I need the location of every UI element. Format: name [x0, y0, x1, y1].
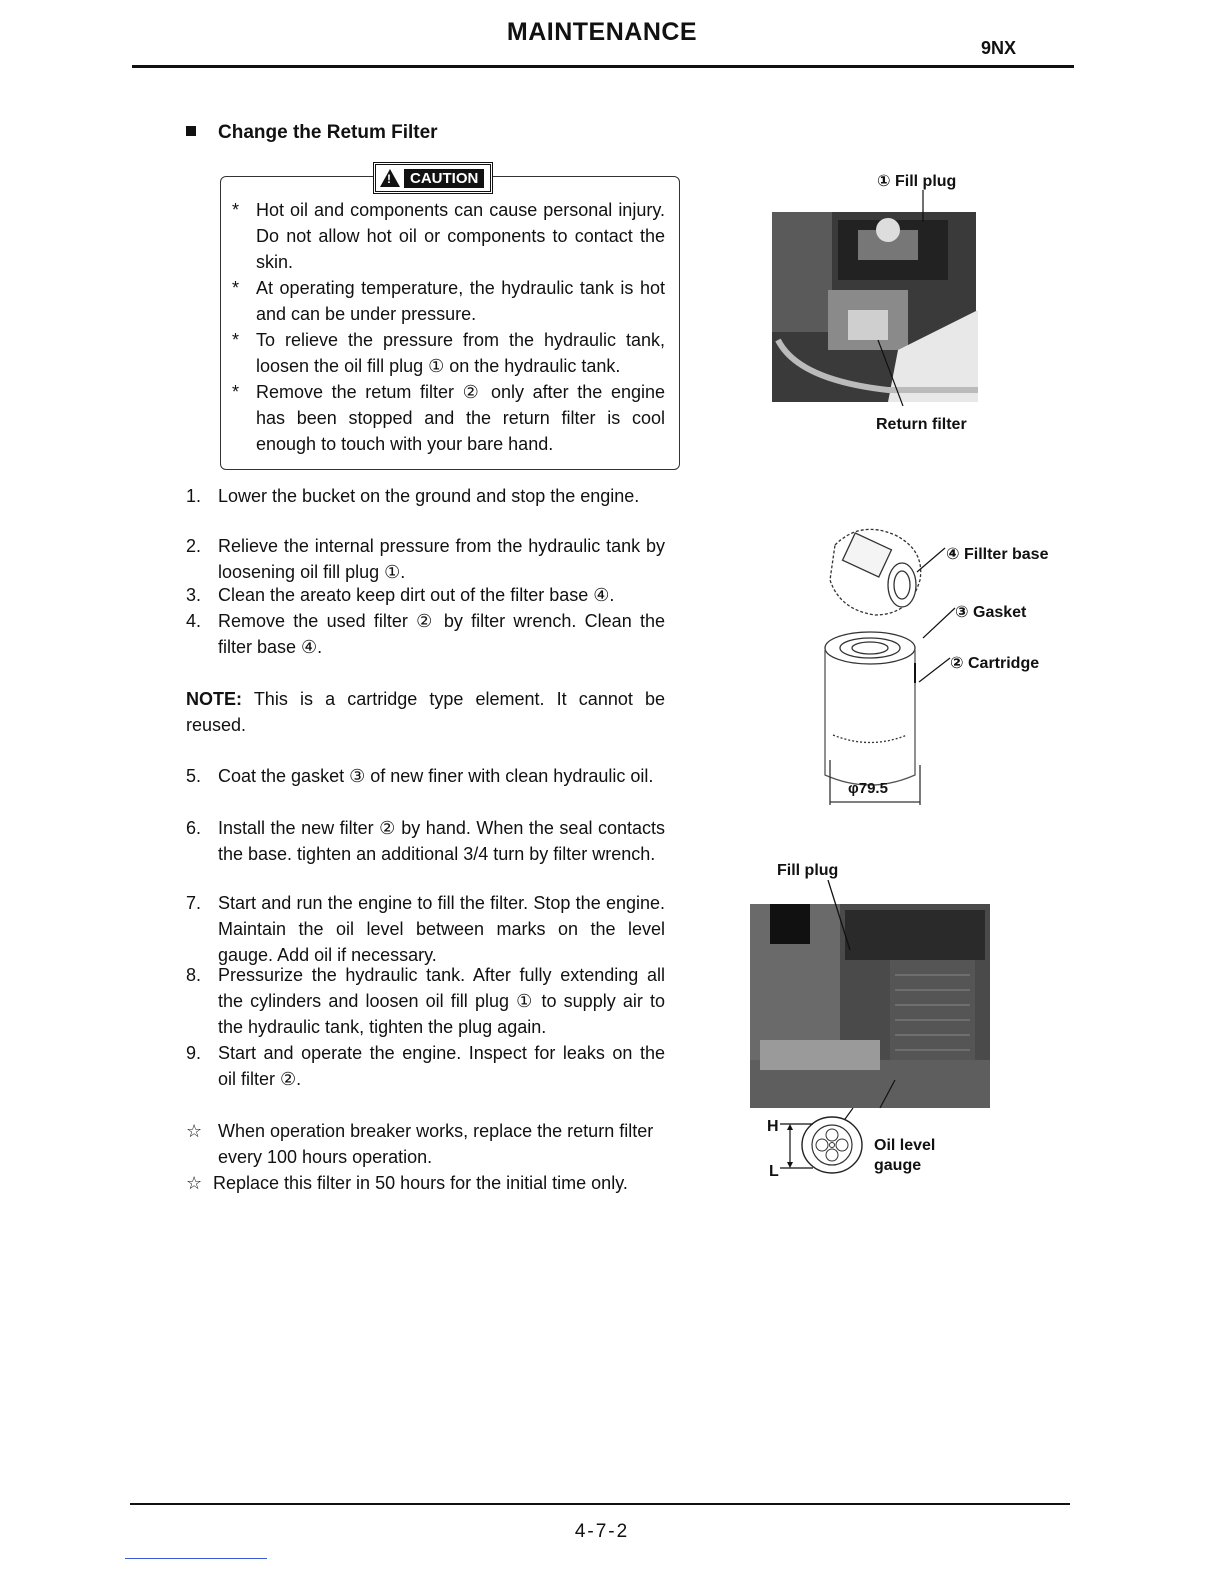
fig1-fill-plug-label: ① Fill plug [877, 173, 957, 190]
caution-label: CAUTION [404, 169, 484, 188]
note-label: NOTE: [186, 689, 242, 709]
step-item: 9. Start and operate the engine. Inspect for leaks on the oil filter ②. [186, 1043, 665, 1089]
model-code: 9NX [981, 38, 1017, 58]
section-title-text: Change the Retum Filter [218, 122, 438, 143]
gauge-label: Oil level gauge [874, 1137, 936, 1174]
fig2-dimension: φ79.5 [848, 780, 888, 797]
fig2-filter-base-label: ④ Fillter base [946, 546, 1049, 563]
tip-item: ☆ When operation breaker works, replace the return filter every 100 hours operation. [186, 1121, 654, 1167]
fig3-engine-photo [750, 880, 990, 1108]
footer-divider [130, 1503, 1070, 1505]
step-item: 1. Lower the bucket on the ground and stop the engine. [186, 486, 640, 506]
oil-level-gauge-diagram [765, 1108, 885, 1188]
gauge-high-mark: H [767, 1118, 779, 1135]
fig1-engine-photo [768, 190, 980, 406]
section-heading [186, 122, 438, 144]
footer-blue-line [125, 1558, 267, 1559]
caution-item: * To relieve the pressure from the hydraulic tank, loosen the oil fill plug ① on the hydraulic tank. [232, 330, 665, 376]
step-item: 2. Relieve the internal pressure from the hydraulic tank by loosening oil fill plug ①. [186, 536, 665, 582]
step-item: 6. Install the new filter ② by hand. When the seal contacts the base. tighten an additional 3/4 turn by filter wrench. [186, 818, 665, 864]
header-divider [132, 65, 1074, 68]
page-number: 4-7-2 [574, 1521, 630, 1542]
warning-triangle-icon: ! [380, 169, 400, 187]
caution-item: * At operating temperature, the hydraulic tank is hot and can be under pressure. [232, 278, 665, 324]
fig1-return-filter-label: Return filter [876, 416, 967, 433]
step-item: 8. Pressurize the hydraulic tank. After fully extending all the cylinders and loosen oil fill plug ① to supply air to the hydraulic tank, tighten the plug again. [186, 965, 665, 1037]
note-block [186, 686, 665, 738]
tip-item: ☆ Replace this filter in 50 hours for the initial time only. [186, 1173, 628, 1193]
step-item: 4. Remove the used filter ② by filter wrench. Clean the filter base ④. [186, 611, 665, 657]
caution-item: * Hot oil and components can cause personal injury. Do not allow hot oil or components to contact the skin. [232, 200, 665, 272]
page-title: MAINTENANCE [506, 18, 698, 46]
fig3-fill-plug-label: Fill plug [777, 862, 839, 879]
step-item: 7. Start and run the engine to fill the filter. Stop the engine. Maintain the oil level between marks on the level gauge. Add oil if necessary. [186, 893, 665, 965]
step-item: 3. Clean the areato keep dirt out of the filter base ④. [186, 585, 615, 605]
gauge-low-mark: L [769, 1163, 779, 1180]
step-item: 5. Coat the gasket ③ of new finer with clean hydraulic oil. [186, 766, 654, 786]
fig2-cartridge-label: ② Cartridge [950, 655, 1040, 672]
caution-badge [373, 162, 493, 194]
note-text: This is a cartridge type element. It cannot be reused. [186, 689, 665, 735]
bullet-square-icon [186, 126, 196, 136]
caution-item: * Remove the retum filter ② only after the engine has been stopped and the return filter is cool enough to touch with your bare hand. [232, 382, 665, 454]
fig2-gasket-label: ③ Gasket [955, 604, 1027, 621]
